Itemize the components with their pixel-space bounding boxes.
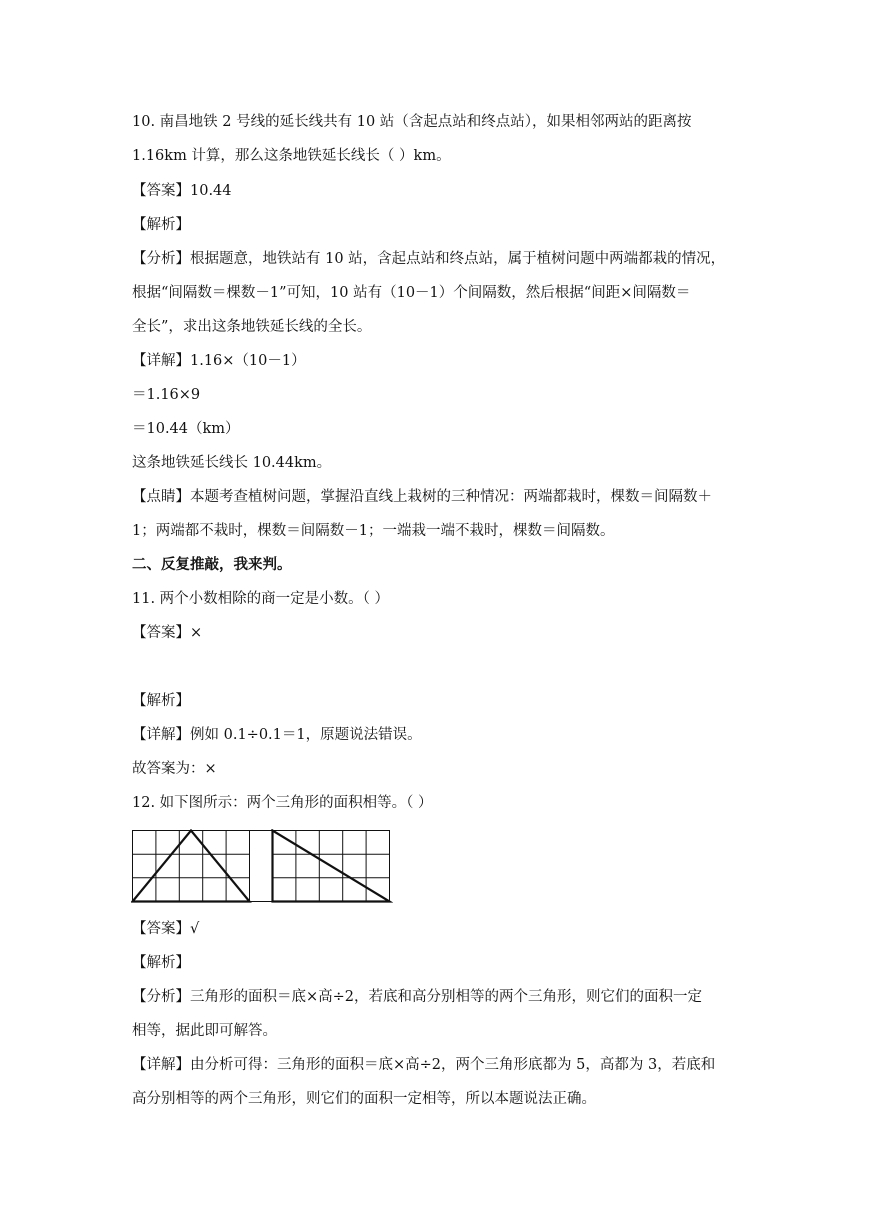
question-12-detail-line-2: 高分别相等的两个三角形，则它们的面积一定相等，所以本题说法正确。 [132, 1091, 596, 1107]
question-10-line-1: 10. 南昌地铁 2 号线的延长线共有 10 站（含起点站和终点站），如果相邻两站的距离按 [132, 114, 692, 130]
question-12-detail-line-1: 【详解】由分析可得：三角形的面积＝底×高÷2，两个三角形底都为 5，高都为 3，若底和 [132, 1057, 716, 1073]
question-12-analysis-label: 【解析】 [132, 955, 190, 971]
question-10-detail-line-3: ＝10.44（km） [132, 421, 240, 437]
question-10-detail-line-4: 这条地铁延长线长 10.44km。 [132, 455, 332, 471]
section-2-heading: 二、反复推敲，我来判。 [132, 556, 292, 573]
grid-right [250, 831, 390, 902]
question-10-comment-line-1: 【点睛】本题考查植树问题，掌握沿直线上栽树的三种情况：两端都栽时，棵数＝间隔数＋ [132, 489, 712, 505]
question-12-analysis-line-2: 相等，据此即可解答。 [132, 1023, 277, 1039]
triangle-right [273, 831, 390, 902]
question-10-analysis-line-2: 根据“间隔数＝棵数－1”可知，10 站有（10－1）个间隔数，然后根据“间距×间隔数＝ [132, 285, 691, 301]
triangles-grid-figure [131, 829, 393, 905]
question-10-analysis-label: 【解析】 [132, 217, 190, 233]
question-11-detail: 【详解】例如 0.1÷0.1＝1，原题说法错误。 [132, 727, 422, 743]
question-12-analysis-line-1: 【分析】三角形的面积＝底×高÷2，若底和高分别相等的两个三角形，则它们的面积一定 [132, 989, 703, 1005]
question-10-line-2: 1.16km 计算，那么这条地铁延长线长（ ）km。 [132, 148, 451, 164]
question-10-detail-line-2: ＝1.16×9 [132, 387, 201, 403]
question-10-detail-line-1: 【详解】1.16×（10－1） [132, 353, 306, 369]
question-12-answer: 【答案】√ [132, 921, 200, 937]
question-10-analysis-line-1: 【分析】根据题意，地铁站有 10 站，含起点站和终点站，属于植树问题中两端都栽的情况， [132, 251, 726, 267]
question-12: 12. 如下图所示：两个三角形的面积相等。（ ） [132, 795, 433, 811]
question-11-final: 故答案为：× [132, 761, 217, 777]
question-10-analysis-line-3: 全长”，求出这条地铁延长线的全长。 [132, 319, 372, 335]
question-11-analysis-label: 【解析】 [132, 693, 190, 709]
question-10-answer: 【答案】10.44 [132, 183, 232, 199]
triangle-left [133, 831, 250, 902]
question-11-answer: 【答案】× [132, 625, 203, 641]
question-10-comment-line-2: 1；两端都不栽时，棵数＝间隔数－1；一端栽一端不栽时，棵数＝间隔数。 [132, 523, 615, 539]
grid-left [133, 831, 250, 902]
question-11: 11. 两个小数相除的商一定是小数。（ ） [132, 591, 390, 607]
